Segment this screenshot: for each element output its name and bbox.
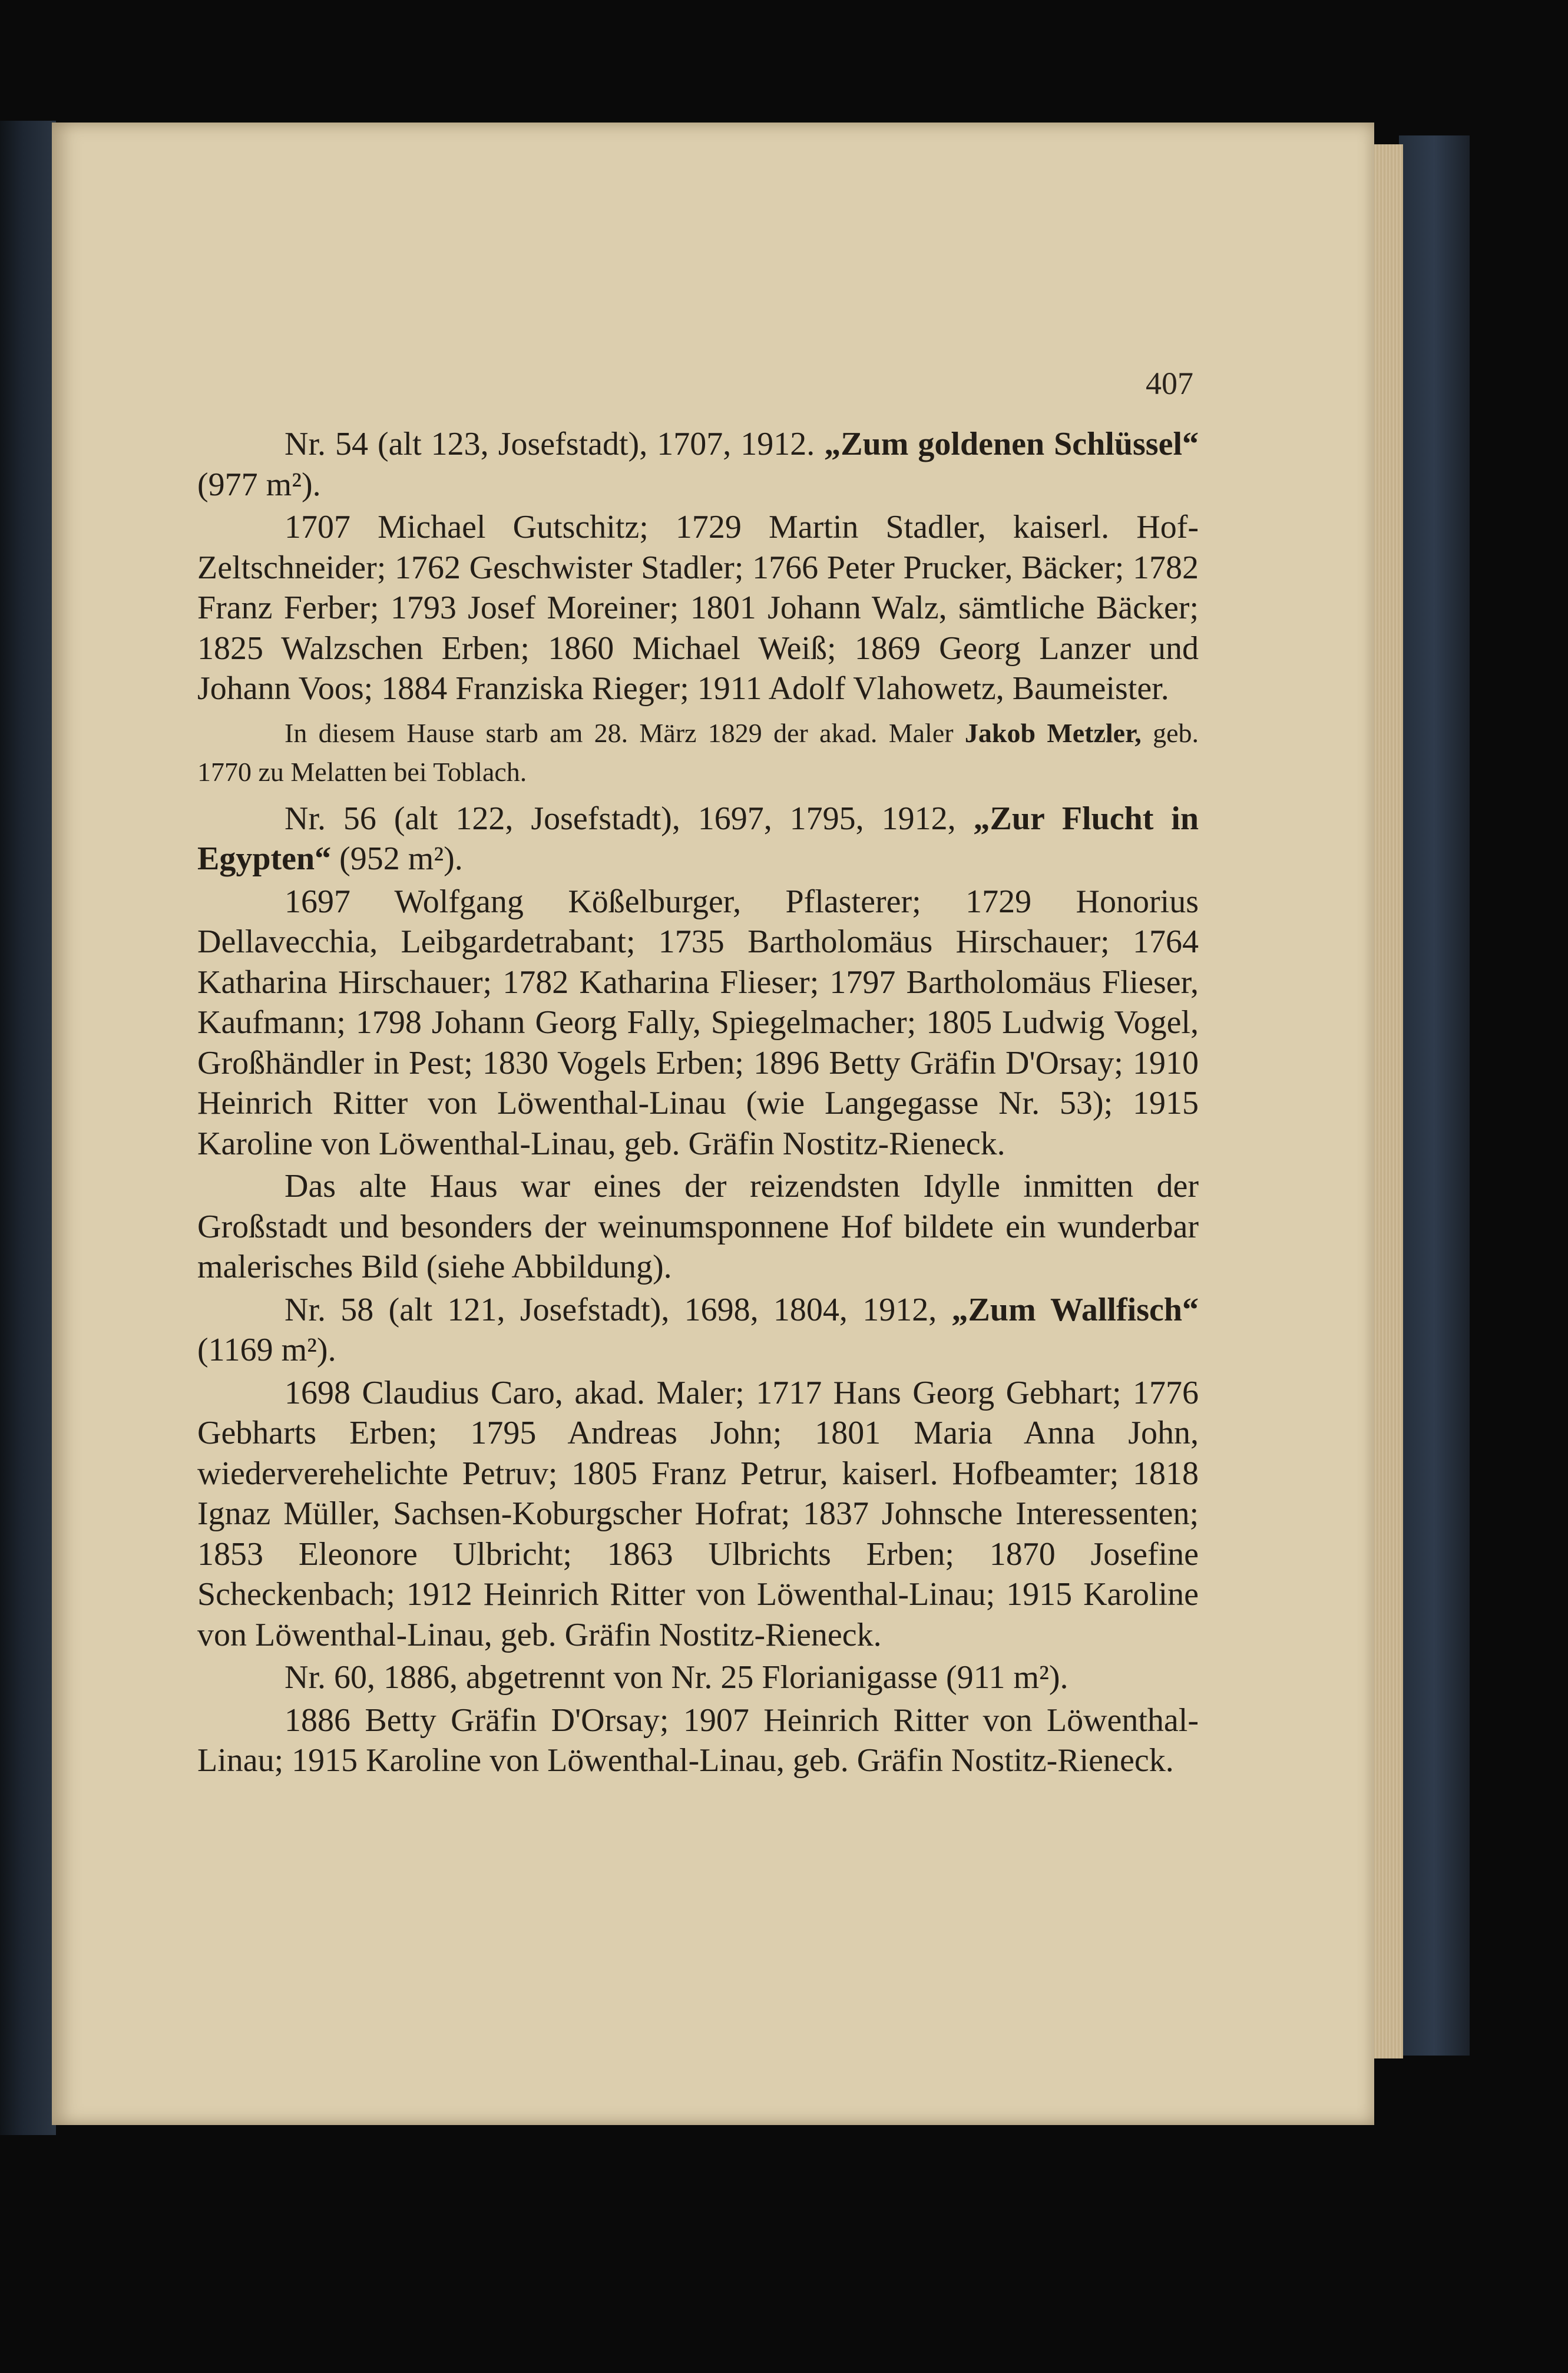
paragraph-nr56-owners [197,882,1199,1164]
book-spine-left [0,121,56,2135]
paragraph-text: 1886 Betty Gräfin D'Orsay; 1907 Heinrich Ritter von Löwenthal-Linau; 1915 Karoline von Löwenthal-Linau, geb. Gräfin Nostitz-Rieneck. [197,1702,1199,1779]
house-name: Jakob Metzler, [964,717,1142,748]
paragraph-text: (952 m²). [331,840,463,877]
house-name: „Zum goldenen Schlüssel“ [824,426,1199,462]
paragraph-text: In diesem Hause starb am 28. März 1829 der akad. Maler [285,717,965,748]
paragraph-nr56-head [197,799,1199,879]
paragraph-nr54-note [197,714,1199,792]
paragraph-text: 1698 Claudius Caro, akad. Maler; 1717 Hans Georg Gebhart; 1776 Gebharts Erben; 1795 Andreas John; 1801 Maria Anna John, wiederverehelichte Petruv; 1805 Franz Petrur, kaiserl. Hofbeamter; 1818 Ignaz Müller, Sachsen-Koburgscher Hofrat; 1837 Johnsche Interessenten; 1853 Eleonore Ulbricht; 1863 Ulbrichts Erben; 1870 Josefine Scheckenbach; 1912 Heinrich Ritter von Löwenthal-Linau; 1915 Karoline von Löwenthal-Linau, geb. Gräfin Nostitz-Rieneck. [197,1374,1199,1653]
paragraph-nr58-head [197,1290,1199,1371]
paragraph-text: 1697 Wolfgang Kößelburger, Pflasterer; 1729 Honorius Dellavecchia, Leibgardetrabant; 1735 Bartholomäus Hirschauer; 1764 Katharina Hirschauer; 1782 Katharina Flieser; 1797 Bartholomäus Flieser, Kaufmann; 1798 Johann Georg Fally, Spiegelmacher; 1805 Ludwig Vogel, Großhändler in Pest; 1830 Vogels Erben; 1896 Betty Gräfin D'Orsay; 1910 Heinrich Ritter von Löwenthal-Linau (wie Langegasse Nr. 53); 1915 Karoline von Löwenthal-Linau, geb. Gräfin Nostitz-Rieneck. [197,883,1199,1162]
page-text [197,424,1199,1783]
paragraph-nr58-owners [197,1373,1199,1656]
paragraph-text: Das alte Haus war eines der reizendsten Idylle inmitten der Großstadt und besonders der weinumsponnene Hof bildete ein wunderbar malerisches Bild (siehe Abbildung). [197,1168,1199,1285]
paragraph-text: (977 m²). [197,466,321,503]
house-name: „Zum Wallfisch“ [951,1291,1199,1328]
page-number: 407 [1146,366,1193,401]
paragraph-nr60-head [197,1657,1199,1698]
paragraph-text: geb. 1770 zu Melatten bei Toblach. [197,717,1199,787]
book-cover-right [1399,135,1470,2056]
paragraph-nr56-desc [197,1166,1199,1288]
paragraph-text: Nr. 54 (alt 123, Josefstadt), 1707, 1912. [285,426,825,462]
paragraph-nr54-owners [197,507,1199,709]
paragraph-text: Nr. 58 (alt 121, Josefstadt), 1698, 1804, 1912, [285,1291,952,1328]
paragraph-text: (1169 m²). [197,1332,336,1368]
paragraph-text: Nr. 56 (alt 122, Josefstadt), 1697, 1795, 1912, [285,800,974,837]
house-name: „Zur Flucht in Egypten“ [197,800,1199,877]
paragraph-text: Nr. 60, 1886, abgetrennt von Nr. 25 Florianigasse (911 m²). [285,1659,1069,1696]
paragraph-text: 1707 Michael Gutschitz; 1729 Martin Stadler, kaiserl. Hof-Zeltschneider; 1762 Geschwister Stadler; 1766 Peter Prucker, Bäcker; 1782 Franz Ferber; 1793 Josef Moreiner; 1801 Johann Walz, sämtliche Bäcker; 1825 Walzschen Erben; 1860 Michael Weiß; 1869 Georg Lanzer und Johann Voos; 1884 Franziska Rieger; 1911 Adolf Vlahowetz, Baumeister. [197,509,1199,707]
paragraph-nr60-owners [197,1700,1199,1781]
paragraph-nr54-head [197,424,1199,505]
